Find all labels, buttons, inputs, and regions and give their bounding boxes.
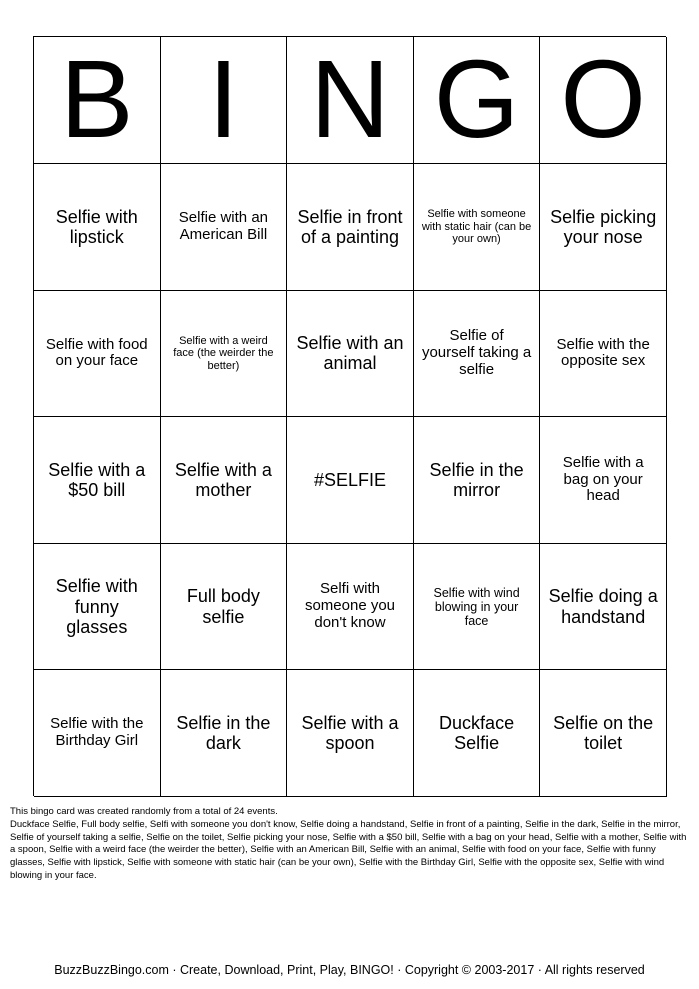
- bingo-cell[interactable]: [161, 164, 288, 291]
- bingo-cell-text: Selfie with wind blowing in your face: [433, 585, 520, 628]
- bingo-cell[interactable]: [34, 291, 161, 418]
- events-intro: This bingo card was created randomly from a total of 24 events.: [10, 806, 278, 817]
- bingo-cell-text: Selfie with a mother: [174, 459, 272, 500]
- bingo-row: [34, 544, 666, 671]
- bingo-cell[interactable]: [414, 417, 541, 544]
- bingo-row: [34, 291, 666, 418]
- bingo-header-row: [34, 37, 666, 164]
- bingo-cell[interactable]: [287, 291, 414, 418]
- bingo-cell[interactable]: [287, 417, 414, 544]
- bingo-cell[interactable]: [414, 544, 541, 671]
- bingo-cell-text: Selfie with the opposite sex: [556, 335, 650, 370]
- bingo-row: [34, 417, 666, 544]
- bingo-cell[interactable]: [34, 417, 161, 544]
- events-list: Duckface Selfie, Full body selfie, Selfi with someone you don't know, Selfie doing a handstand, Selfie in front of a painting, Selfie in the dark, Selfie in the mirror, Selfie of yourself taking a selfie, Selfie on the toilet, Selfie picking your nose, Selfie with a $50 bill, Selfie with a bag on your head, Selfie with a mother, Selfie with a spoon, Selfie with a weird face (the weirder the better), Selfie with an American Bill, Selfie with an animal, Selfie with food on your face, Selfie with funny glasses, Selfie with lipstick, Selfie with someone with static hair (can be your own), Selfie with the Birthday Girl, Selfie with the opposite sex, Selfie with wind blowing in your face.: [10, 818, 687, 882]
- bingo-cell[interactable]: [414, 291, 541, 418]
- bingo-cell[interactable]: [540, 291, 667, 418]
- bingo-cell-text: Selfie with a weird face (the weirder the better): [173, 334, 274, 372]
- bingo-cell-text: Selfie of yourself taking a selfie: [421, 327, 532, 378]
- bingo-cell[interactable]: [161, 417, 288, 544]
- bingo-cell[interactable]: [287, 544, 414, 671]
- bingo-card: [33, 36, 666, 796]
- header-letter-o: O: [540, 37, 667, 164]
- bingo-cell-text: Selfie with a $50 bill: [48, 459, 146, 500]
- bingo-cell-text: Selfie with an American Bill: [178, 209, 268, 243]
- bingo-cell[interactable]: [414, 164, 541, 291]
- bingo-cell[interactable]: [34, 670, 161, 797]
- header-letter-b: B: [34, 37, 161, 164]
- bingo-cell-text: Selfie with funny glasses: [55, 576, 138, 637]
- bingo-cell-text: Selfie with someone with static hair (can be your own): [421, 208, 532, 245]
- header-letter-n: N: [287, 37, 414, 164]
- bingo-cell[interactable]: [287, 164, 414, 291]
- bingo-cell[interactable]: [540, 417, 667, 544]
- bingo-cell-text: Selfie in the dark: [176, 713, 271, 754]
- bingo-cell[interactable]: [540, 164, 667, 291]
- bingo-cell-text: Selfie with an animal: [296, 333, 404, 374]
- bingo-cell[interactable]: [161, 670, 288, 797]
- bingo-cell-text: Selfie with food on your face: [45, 335, 148, 370]
- bingo-row: [34, 164, 666, 291]
- bingo-cell-text: Full body selfie: [186, 586, 260, 627]
- bingo-cell[interactable]: [540, 544, 667, 671]
- bingo-cell-text: Selfie doing a handstand: [548, 586, 658, 627]
- bingo-cell-text: Selfie with a bag on your head: [562, 453, 644, 505]
- bingo-cell-text: Selfie with lipstick: [55, 206, 138, 247]
- bingo-cell-text: Selfie in the mirror: [429, 459, 524, 500]
- bingo-cell[interactable]: [414, 670, 541, 797]
- bingo-cell[interactable]: [34, 164, 161, 291]
- bingo-cell[interactable]: [287, 670, 414, 797]
- bingo-cell-text: Selfi with someone you don't know: [304, 580, 396, 631]
- bingo-cell[interactable]: [161, 291, 288, 418]
- site-credit: BuzzBuzzBingo.com · Create, Download, Print, Play, BINGO! · Copyright © 2003-2017 · All rights reserved: [54, 963, 645, 977]
- bingo-cell-text: Selfie picking your nose: [550, 206, 657, 247]
- events-description: [10, 806, 692, 883]
- bingo-cell-text: #SELFIE: [313, 469, 386, 490]
- bingo-grid: [34, 164, 666, 797]
- bingo-row: [34, 670, 666, 797]
- bingo-cell[interactable]: [34, 544, 161, 671]
- bingo-cell[interactable]: [161, 544, 288, 671]
- bingo-cell-text: Selfie with the Birthday Girl: [50, 715, 144, 750]
- bingo-cell[interactable]: [540, 670, 667, 797]
- bingo-cell-text: Selfie in front of a painting: [297, 206, 403, 247]
- header-letter-i: I: [161, 37, 288, 164]
- bingo-cell-text: Selfie with a spoon: [301, 713, 399, 754]
- bingo-cell-text: Duckface Selfie: [439, 713, 515, 754]
- header-letter-g: G: [414, 37, 541, 164]
- bingo-cell-text: Selfie on the toilet: [553, 713, 654, 754]
